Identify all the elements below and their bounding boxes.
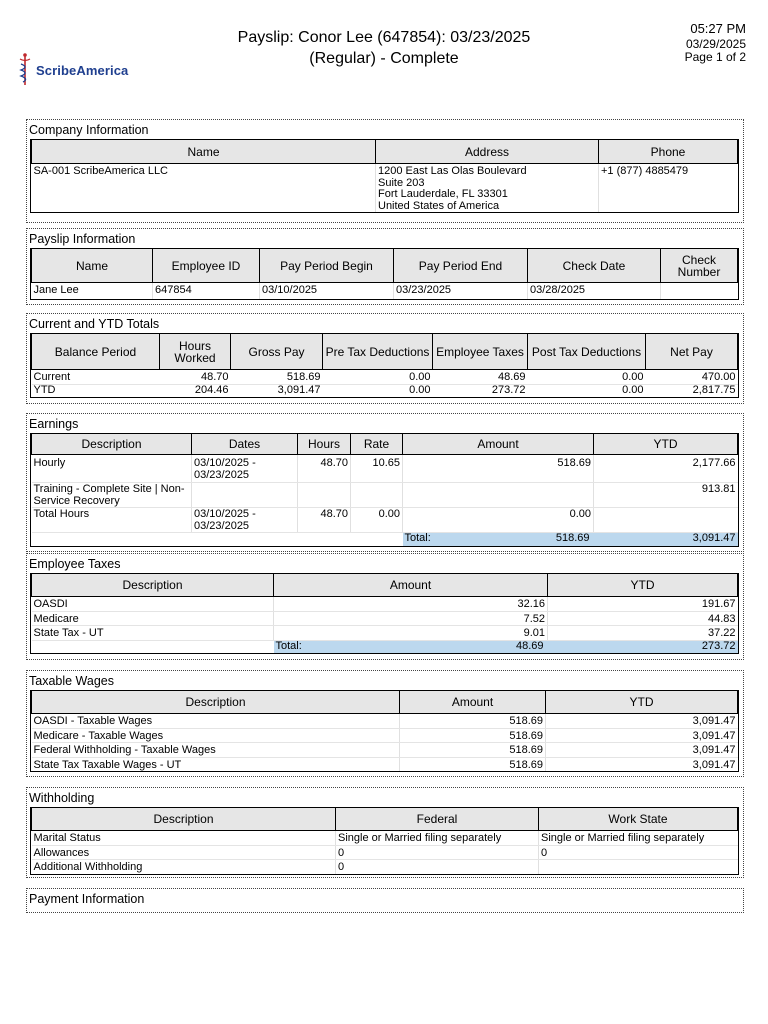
earning-dates: 03/10/2025 - 03/23/2025 <box>192 508 298 533</box>
wage-description: State Tax Taxable Wages - UT <box>32 757 400 771</box>
wage-ytd: 3,091.47 <box>692 758 736 771</box>
earning-rate: 0.00 <box>351 508 403 533</box>
wage-description: Medicare - Taxable Wages <box>32 728 400 743</box>
wage-ytd: 3,091.47 <box>546 728 738 743</box>
balance-period: YTD <box>33 383 56 396</box>
earning-rate <box>351 483 403 508</box>
tax-amount: 32.16 <box>274 597 548 612</box>
table-row <box>32 845 738 860</box>
earning-ytd: 2,177.66 <box>594 455 738 483</box>
earning-amount: 518.69 <box>403 455 594 483</box>
col-header: YTD <box>548 574 738 597</box>
withholding-description: Additional Withholding <box>32 860 336 874</box>
col-header: Description <box>32 434 192 455</box>
col-header: Description <box>32 691 400 714</box>
wage-description: Federal Withholding - Taxable Wages <box>32 743 400 758</box>
earning-hours <box>298 483 351 508</box>
withholding-table <box>31 807 738 874</box>
col-header: Federal <box>336 808 539 831</box>
company-phone: +1 (877) 4885479 <box>601 165 689 177</box>
title-line-1: Payslip: Conor Lee (647854): 03/23/2025 <box>237 29 531 46</box>
employee-name: Jane Lee <box>32 283 153 299</box>
col-header: Amount <box>403 434 594 455</box>
wage-amount: 518.69 <box>400 714 546 729</box>
col-header: Address <box>376 140 599 164</box>
earning-dates: 03/10/2025 - 03/23/2025 <box>192 455 298 483</box>
withholding-work-state: 0 <box>539 845 738 860</box>
col-header: Amount <box>400 691 546 714</box>
current-ytd-totals-section <box>26 313 744 404</box>
tax-amount: 7.52 <box>274 611 548 626</box>
total-label: Total: <box>275 639 302 652</box>
page-title <box>200 27 568 69</box>
earning-ytd <box>594 508 738 533</box>
hours-worked: 48.70 <box>160 370 231 385</box>
table-row <box>32 757 738 771</box>
earning-amount <box>403 483 594 508</box>
net-pay: 2,817.75 <box>692 383 736 396</box>
section-title: Current and YTD Totals <box>29 317 160 331</box>
wage-amount: 518.69 <box>400 728 546 743</box>
pay-period-begin: 03/10/2025 <box>260 283 394 299</box>
payslip-header <box>0 0 768 110</box>
earning-dates <box>192 483 298 508</box>
withholding-federal: 0 <box>336 860 539 874</box>
table-row <box>32 831 738 846</box>
col-header: Description <box>32 808 336 831</box>
total-ytd: 3,091.47 <box>594 533 738 546</box>
tax-description: Medicare <box>32 611 274 626</box>
section-title: Earnings <box>29 417 79 431</box>
total-amount-cell <box>403 533 594 546</box>
table-row <box>32 626 738 641</box>
earning-ytd: 913.81 <box>594 483 738 508</box>
totals-table <box>31 333 738 397</box>
earning-amount: 0.00 <box>403 508 594 533</box>
wage-ytd: 3,091.47 <box>546 714 738 729</box>
col-header: Dates <box>192 434 298 455</box>
wage-ytd: 3,091.47 <box>546 743 738 758</box>
taxes-total-row <box>32 640 738 653</box>
col-header: Check Date <box>528 249 661 283</box>
total-label: Total: <box>404 532 431 544</box>
col-header: Pay Period End <box>394 249 528 283</box>
col-header: Phone <box>599 140 738 164</box>
hours-worked: 204.46 <box>194 383 229 396</box>
earnings-section <box>26 413 744 552</box>
employee-taxes: 273.72 <box>491 383 526 396</box>
tax-description: OASDI <box>32 597 274 612</box>
table-row <box>32 370 738 385</box>
withholding-federal: Single or Married filing separately <box>336 831 539 846</box>
col-header: YTD <box>546 691 738 714</box>
earning-description: Hourly <box>32 455 192 483</box>
section-title: Employee Taxes <box>29 557 121 571</box>
wage-description: OASDI - Taxable Wages <box>32 714 400 729</box>
col-header: Pay Period Begin <box>260 249 394 283</box>
earning-rate: 10.65 <box>351 455 403 483</box>
col-header: Rate <box>351 434 403 455</box>
wage-amount: 518.69 <box>400 757 546 771</box>
earning-description: Training - Complete Site | Non-Service Recovery <box>32 483 192 508</box>
pre-tax-deductions: 0.00 <box>409 383 431 396</box>
earning-hours: 48.70 <box>298 455 351 483</box>
title-line-2: (Regular) - Complete <box>309 50 459 67</box>
total-amount: 518.69 <box>555 532 590 544</box>
check-number <box>661 283 738 299</box>
table-row <box>32 611 738 626</box>
table-row <box>32 860 738 874</box>
earnings-table <box>31 433 738 546</box>
table-row <box>32 384 738 397</box>
col-header: Post Tax Deductions <box>528 334 646 370</box>
pre-tax-deductions: 0.00 <box>323 370 433 385</box>
col-header: Pre Tax Deductions <box>323 334 433 370</box>
gross-pay: 518.69 <box>231 370 323 385</box>
total-amount-cell <box>274 640 548 653</box>
address-line: United States of America <box>378 199 500 212</box>
col-header: Name <box>32 140 376 164</box>
pay-period-end: 03/23/2025 <box>394 283 528 299</box>
col-header: Hours <box>298 434 351 455</box>
table-row <box>32 483 738 508</box>
withholding-section <box>26 787 744 878</box>
col-header: Check Number <box>661 249 738 283</box>
table-row <box>32 455 738 483</box>
company-logo <box>18 52 128 86</box>
company-information-section <box>26 119 744 223</box>
withholding-description: Marital Status <box>32 831 336 846</box>
col-header: Gross Pay <box>231 334 323 370</box>
print-date: 03/29/2025 <box>685 37 746 51</box>
wage-amount: 518.69 <box>400 743 546 758</box>
payslip-table <box>31 248 738 299</box>
section-title: Payslip Information <box>29 232 136 246</box>
address-line: Suite 203 <box>378 176 425 189</box>
page-number: Page 1 of 2 <box>684 50 746 64</box>
earning-description: Total Hours <box>32 508 192 533</box>
tax-description: State Tax - UT <box>32 626 274 641</box>
print-time: 05:27 PM <box>690 21 746 36</box>
col-header: Name <box>32 249 153 283</box>
col-header: Balance Period <box>32 334 160 370</box>
table-row <box>32 743 738 758</box>
col-header: Employee Taxes <box>433 334 528 370</box>
wages-table <box>31 690 738 771</box>
total-ytd: 273.72 <box>548 640 738 653</box>
tax-ytd: 44.83 <box>548 611 738 626</box>
logo-text: ScribeAmerica <box>36 62 129 78</box>
section-title: Payment Information <box>29 892 145 906</box>
print-meta <box>685 22 746 64</box>
payment-information-section <box>26 888 744 913</box>
tax-ytd: 37.22 <box>548 626 738 641</box>
withholding-work-state: Single or Married filing separately <box>539 831 738 846</box>
section-title: Taxable Wages <box>29 674 114 688</box>
employee-taxes: 48.69 <box>433 370 528 385</box>
employee-id: 647854 <box>153 283 260 299</box>
col-header: YTD <box>594 434 738 455</box>
address-line: Fort Lauderdale, FL 33301 <box>378 188 508 200</box>
col-header: Description <box>32 574 274 597</box>
employee-taxes-section <box>26 553 744 660</box>
withholding-description: Allowances <box>32 845 336 860</box>
tax-amount: 9.01 <box>274 626 548 641</box>
section-title: Company Information <box>29 123 149 137</box>
taxable-wages-section <box>26 670 744 777</box>
withholding-work-state <box>539 860 738 874</box>
col-header: Amount <box>274 574 548 597</box>
caduceus-icon <box>18 52 32 86</box>
table-row <box>32 714 738 729</box>
address-line: 1200 East Las Olas Boulevard <box>378 165 527 177</box>
col-header: Employee ID <box>153 249 260 283</box>
net-pay: 470.00 <box>646 370 738 385</box>
company-address <box>376 164 599 213</box>
taxes-table <box>31 573 738 653</box>
table-row <box>32 728 738 743</box>
company-name: SA-001 ScribeAmerica LLC <box>32 164 376 213</box>
earnings-total-row <box>32 533 738 546</box>
gross-pay: 3,091.47 <box>277 383 321 396</box>
post-tax-deductions: 0.00 <box>622 383 644 396</box>
payslip-information-section <box>26 228 744 305</box>
earning-hours: 48.70 <box>298 508 351 533</box>
tax-ytd: 191.67 <box>548 597 738 612</box>
col-header: Work State <box>539 808 738 831</box>
col-header: Hours Worked <box>160 334 231 370</box>
check-date: 03/28/2025 <box>528 283 661 299</box>
total-amount: 48.69 <box>515 639 544 652</box>
company-table <box>31 139 738 212</box>
table-row <box>32 508 738 533</box>
post-tax-deductions: 0.00 <box>528 370 646 385</box>
table-row <box>32 597 738 612</box>
section-title: Withholding <box>29 791 95 805</box>
balance-period: Current <box>32 370 160 385</box>
col-header: Net Pay <box>646 334 738 370</box>
withholding-federal: 0 <box>336 845 539 860</box>
